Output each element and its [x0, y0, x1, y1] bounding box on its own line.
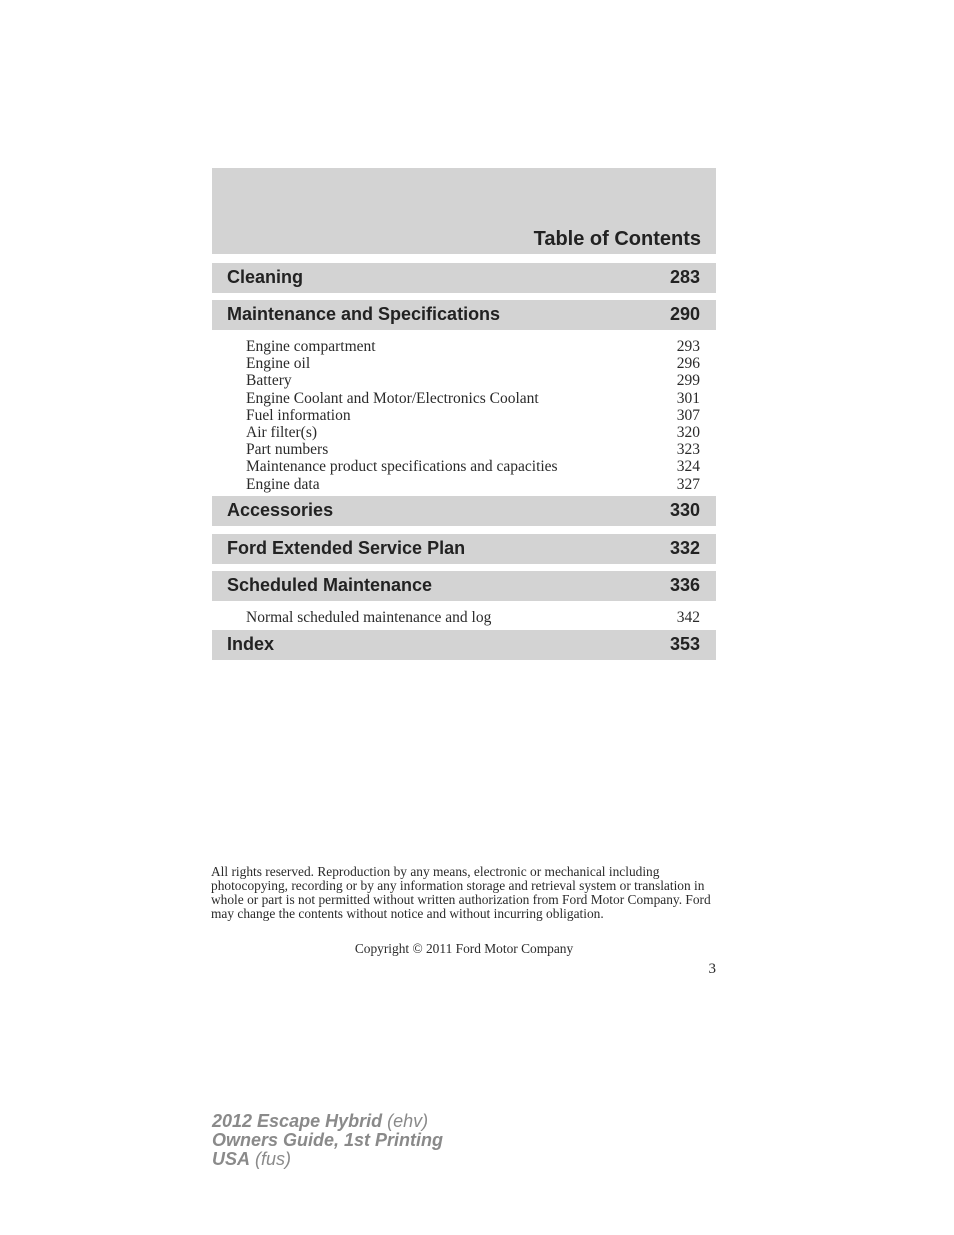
- toc-subitem[interactable]: [212, 372, 716, 389]
- section-label: Accessories: [227, 500, 334, 520]
- toc-subitem[interactable]: [212, 609, 716, 626]
- section-page: 353: [669, 634, 700, 654]
- subitem-page: 296: [676, 355, 700, 373]
- section-page: 330: [669, 500, 700, 520]
- footer-market-code: (fus): [255, 1149, 292, 1169]
- toc-section-ford-extended-service-plan[interactable]: [212, 534, 716, 564]
- toc-section-scheduled-maintenance[interactable]: [212, 571, 716, 601]
- subitem-label: Engine oil: [246, 355, 311, 373]
- section-label: Scheduled Maintenance: [227, 575, 433, 595]
- toc-subsection-list: [212, 609, 716, 626]
- subitem-label: Engine compartment: [246, 338, 376, 355]
- toc-section-cleaning[interactable]: [212, 263, 716, 293]
- subitem-label: Engine Coolant and Motor/Electronics Coolant: [246, 389, 539, 407]
- copyright-line: Copyright © 2011 Ford Motor Company: [354, 941, 574, 956]
- toc-subitem[interactable]: [212, 407, 716, 424]
- footer-market: USA: [212, 1149, 251, 1169]
- subitem-page: 301: [676, 389, 700, 407]
- section-label: Index: [227, 634, 275, 654]
- section-page: 283: [669, 267, 700, 287]
- subitem-page: 327: [676, 475, 700, 493]
- subitem-page: 324: [676, 458, 700, 476]
- toc-subitem[interactable]: [212, 424, 716, 441]
- toc-subitem[interactable]: [212, 476, 716, 493]
- footer-edition: Owners Guide, 1st Printing: [212, 1130, 444, 1150]
- print-footer: [212, 1112, 443, 1169]
- section-label: Cleaning: [227, 267, 304, 287]
- subitem-label: Air filter(s): [246, 423, 318, 441]
- toc-title: Table of Contents: [533, 228, 701, 250]
- subitem-page: 323: [676, 441, 700, 459]
- subitem-page: 293: [676, 338, 700, 355]
- subitem-label: Battery: [246, 372, 292, 390]
- toc-subsection-list: [212, 338, 716, 493]
- subitem-page: 307: [676, 406, 700, 424]
- toc-subitem[interactable]: [212, 458, 716, 475]
- section-page: 336: [669, 575, 700, 595]
- toc-subitem[interactable]: [212, 355, 716, 372]
- section-page: 332: [669, 538, 700, 558]
- toc-section-index[interactable]: [212, 630, 716, 660]
- page-number: 3: [708, 961, 716, 977]
- legal-notice: All rights reserved. Reproduction by any means, electronic or mechanical including photocopying, recording or by any information storage and retrieval system or translation in whole or part is not permitted without written authorization from Ford Motor Company. Ford may change the contents without notice and without incurring obligation.: [211, 864, 711, 921]
- toc-section-accessories[interactable]: [212, 496, 716, 526]
- subitem-label: Normal scheduled maintenance and log: [246, 609, 492, 626]
- toc-header-bar: [212, 168, 716, 254]
- subitem-label: Maintenance product specifications and capacities: [246, 458, 558, 476]
- toc-subitem[interactable]: [212, 441, 716, 458]
- subitem-page: 320: [676, 423, 700, 441]
- toc-subitem[interactable]: [212, 390, 716, 407]
- footer-model: 2012 Escape Hybrid: [212, 1111, 383, 1131]
- section-label: Ford Extended Service Plan: [227, 538, 466, 558]
- subitem-page: 342: [676, 609, 700, 626]
- toc-subitem[interactable]: [212, 338, 716, 355]
- footer-model-code: (ehv): [387, 1111, 429, 1131]
- subitem-page: 299: [676, 372, 700, 390]
- footer-line-3: [212, 1150, 443, 1169]
- subitem-label: Engine data: [246, 475, 320, 493]
- footer-line-1: [212, 1112, 443, 1131]
- section-page: 290: [669, 304, 700, 324]
- subitem-label: Fuel information: [246, 406, 351, 424]
- footer-line-2: [212, 1131, 443, 1150]
- section-label: Maintenance and Specifications: [227, 304, 501, 324]
- toc-section-maintenance-and-specifications[interactable]: [212, 300, 716, 330]
- subitem-label: Part numbers: [246, 441, 329, 459]
